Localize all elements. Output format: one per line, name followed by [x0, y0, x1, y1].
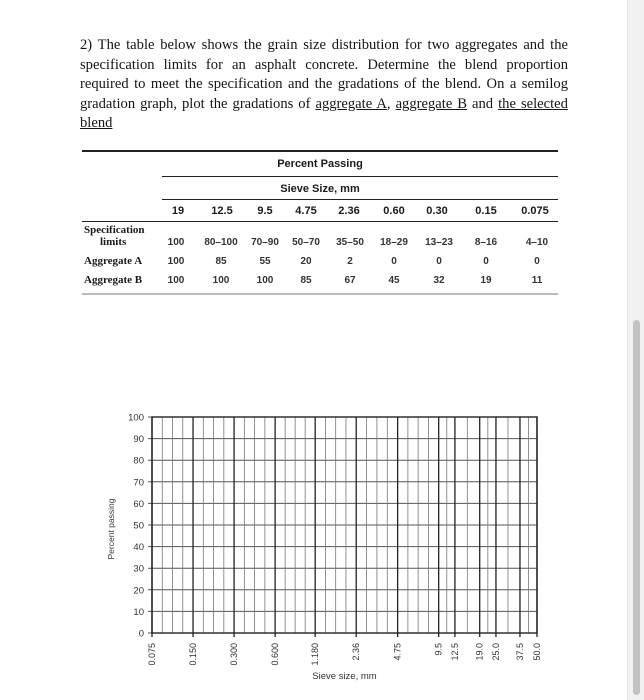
x-tick-label: 4.75 — [392, 643, 403, 661]
table-cell: 85 — [300, 275, 312, 286]
sieve-size: 2.36 — [338, 205, 360, 217]
table-cell: 85 — [215, 256, 227, 267]
x-tick-label: 0.600 — [270, 643, 281, 666]
aggregate-b-text: aggregate B — [395, 95, 468, 112]
table-body-rule — [82, 221, 558, 222]
table-top-rule — [82, 150, 558, 152]
gradation-chart-svg — [80, 405, 560, 695]
table-cell: 50–70 — [292, 237, 320, 248]
table-cell: 32 — [433, 275, 445, 286]
table-cell: 20 — [300, 256, 312, 267]
x-tick-label: 0.300 — [229, 643, 240, 666]
y-tick-label: 60 — [133, 498, 144, 510]
table-header-rule — [162, 176, 558, 177]
sieve-size: 0.15 — [475, 205, 497, 217]
table-subtitle: Sieve Size, mm — [280, 183, 360, 195]
y-tick-label: 0 — [138, 628, 144, 640]
question-intro: The table below shows the grain size distribution for two aggregates and the specification limits for an asphalt concrete. Determine the blend proportion required to meet the specification and the gradations of the blend. On a semilog gradation graph, plot the gradations of — [80, 37, 568, 112]
table-cell: 0 — [534, 256, 540, 267]
table-cell: 55 — [259, 256, 271, 267]
y-tick-label: 70 — [133, 477, 144, 489]
table-cell: 45 — [388, 275, 400, 286]
y-tick-label: 50 — [133, 520, 144, 532]
table-cell: 100 — [212, 275, 230, 286]
y-tick-label: 80 — [133, 455, 144, 467]
table-cell: 11 — [531, 275, 543, 286]
table-sieve-top-rule — [162, 199, 558, 200]
table-cell: 100 — [256, 275, 274, 286]
y-tick-label: 40 — [133, 542, 144, 554]
row-label: Aggregate B — [84, 274, 143, 286]
table-cell: 100 — [167, 275, 185, 286]
table-bottom-rule — [82, 293, 558, 295]
sieve-size: 0.30 — [426, 205, 448, 217]
table-cell: 4–10 — [525, 237, 549, 248]
gradation-chart — [80, 405, 560, 695]
row-label: Aggregate A — [84, 255, 143, 267]
selected-blend-text: the selected blend — [80, 95, 568, 131]
y-tick-label: 30 — [133, 563, 144, 575]
x-tick-label: 12.5 — [449, 643, 460, 661]
y-tick-label: 10 — [133, 606, 144, 618]
table-cell: 13–23 — [425, 237, 453, 248]
x-axis-title: Sieve size, mm — [312, 671, 377, 682]
y-axis-title: Percent passing — [106, 498, 116, 560]
table-cell: 100 — [167, 256, 185, 267]
x-tick-label: 9.5 — [433, 643, 444, 656]
gradation-table — [82, 150, 558, 300]
sieve-size: 9.5 — [257, 205, 273, 217]
table-title: Percent Passing — [277, 158, 363, 170]
question-text — [80, 36, 568, 134]
row-label: limits — [100, 236, 127, 248]
sieve-size: 19 — [171, 205, 185, 217]
sieve-size: 4.75 — [295, 205, 317, 217]
table-cell: 18–29 — [380, 237, 408, 248]
table-cell: 2 — [347, 256, 353, 267]
x-tick-label: 2.36 — [351, 643, 362, 661]
x-tick-label: 25.0 — [490, 643, 501, 661]
y-tick-label: 20 — [133, 585, 144, 597]
table-cell: 67 — [344, 275, 356, 286]
row-label: Specification — [84, 224, 145, 236]
aggregate-a-text: aggregate A — [315, 95, 387, 112]
y-tick-label: 100 — [128, 412, 144, 424]
table-cell: 80–100 — [204, 237, 238, 248]
table-cell: 0 — [483, 256, 489, 267]
x-tick-label: 19.0 — [474, 643, 485, 661]
table-cell: 100 — [167, 237, 185, 248]
x-tick-label: 0.075 — [147, 643, 157, 666]
scrollbar-thumb[interactable] — [633, 320, 640, 695]
table-cell: 0 — [436, 256, 442, 267]
y-tick-label: 90 — [133, 434, 144, 446]
separator-comma: , — [386, 95, 391, 112]
table-cell: 8–16 — [474, 237, 498, 248]
sieve-size: 0.60 — [383, 205, 405, 217]
table-cell: 70–90 — [251, 237, 279, 248]
sieve-size: 12.5 — [211, 205, 233, 217]
sieve-size: 0.075 — [521, 205, 549, 217]
table-cell: 35–50 — [336, 237, 364, 248]
table-cell: 0 — [391, 256, 397, 267]
table-cell: 19 — [480, 275, 492, 286]
question-number: 2) — [80, 37, 93, 53]
x-tick-label: 0.150 — [188, 643, 199, 666]
vertical-scrollbar[interactable] — [627, 0, 644, 700]
separator-and: and — [472, 95, 494, 112]
x-tick-label: 50.0 — [532, 643, 542, 661]
x-tick-label: 1.180 — [310, 643, 321, 666]
x-tick-label: 37.5 — [514, 643, 525, 661]
